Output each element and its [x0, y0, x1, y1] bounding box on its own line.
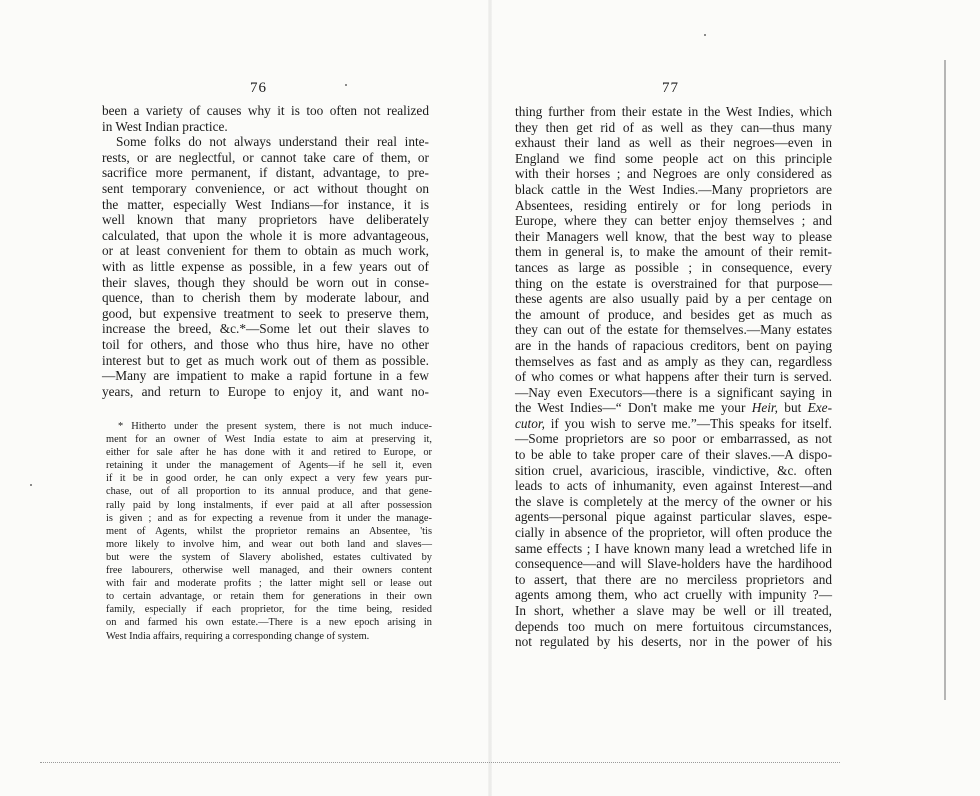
text-line: good, but expensive treatment to seek to preserve them, — [102, 305, 429, 321]
page-number: 76 — [250, 80, 267, 96]
body-text — [102, 103, 429, 399]
text-line: tances as large as possible ; in consequence, every — [515, 259, 832, 275]
text-line: they then get rid of as well as they can—thus many — [515, 119, 832, 135]
text-line: the matter, especially West Indians—for instance, it is — [102, 196, 429, 212]
text-line: of who comes or what happens after their turn is served. — [515, 369, 832, 385]
text-line: with as little expense as possible, in a few years out of — [102, 258, 429, 274]
text-line: sacrifice more permanent, if distant, advantage, to pre- — [102, 165, 429, 181]
text-line: not regulated by his deserts, nor in the power of his — [515, 634, 832, 650]
text-line: to assert, that there are no merciless proprietors and — [515, 571, 832, 587]
footnote-line: more likely to involve him, and wear out both land and slaves— — [106, 538, 432, 550]
text-line: —Nay even Executors—there is a significant saying in — [515, 384, 832, 400]
text-line: —Some proprietors are so poor or embarrassed, as not — [515, 431, 832, 447]
text-line: same effects ; I have known many lead a wretched life in — [515, 540, 832, 556]
footnote-line: if it be in good order, he can only expect a very few years pur- — [106, 473, 432, 485]
text-line: to be able to take proper care of their slaves.—A dispo- — [515, 447, 832, 463]
text-line: themselves as fast and as amply as they can, regardless — [515, 353, 832, 369]
text-line: leads to acts of inhumanity, even against Interest—and — [515, 478, 832, 494]
text-line: quence, than to cherish them by moderate labour, and — [102, 290, 429, 306]
text-line — [515, 416, 832, 432]
text-line: them in general is, to make the amount of their remit- — [515, 244, 832, 260]
footnote-line: rally paid by long instalments, if ever paid at all after possession — [106, 499, 432, 511]
text-line: Europe, where they can better enjoy themselves ; and — [515, 213, 832, 229]
text-line: depends too much on mere fortuitous circumstances, — [515, 618, 832, 634]
text-line: thing on the estate is overstrained for that purpose— — [515, 275, 832, 291]
text-line: well known that many proprietors have deliberately — [102, 212, 429, 228]
text-line: sent temporary convenience, or act without thought on — [102, 180, 429, 196]
footnote — [106, 420, 432, 643]
text-line: consequence—and will Slave-holders have the hardihood — [515, 556, 832, 572]
text-line: their Managers well know, that the best way to please — [515, 228, 832, 244]
text-line: agents among them, who act cruelly with impunity ?— — [515, 587, 832, 603]
text-line: thing further from their estate in the West Indies, which — [515, 104, 832, 119]
footnote-line: ment of Agents, whilst the proprietor remains an Absentee, 'tis — [106, 525, 432, 537]
text-line: are in the hands of rapacious creditors, bent on paying — [515, 337, 832, 353]
text-line: black cattle in the West Indies.—Many proprietors are — [515, 181, 832, 197]
text-line: agents—personal pique against particular slaves, espe- — [515, 509, 832, 525]
footnote-line: free labourers, otherwise well managed, and their owners content — [106, 565, 432, 577]
text-line: Some folks do not always understand their real inte- — [116, 134, 429, 150]
text-line: sition cruel, avaricious, irascible, vindictive, &c. often — [515, 462, 832, 478]
text-line: they can out of the estate for themselves.—Many estates — [515, 322, 832, 338]
text-line: been a variety of causes why it is too often not realized — [102, 103, 429, 118]
footnote-line: West India affairs, requiring a corresponding change of system. — [106, 630, 370, 642]
text-line: the slave is completely at the mercy of the owner or his — [515, 493, 832, 509]
text-line: their slaves, though they should be worn out in conse- — [102, 274, 429, 290]
footnote-line: retaining it under the management of Agents—if he sell it, even — [106, 460, 432, 472]
text-line: years, and return to Europe to enjoy it, and want no- — [102, 383, 429, 399]
text-line: these agents are also usually paid by a per centage on — [515, 291, 832, 307]
text-line — [515, 400, 832, 416]
text-fragment: but — [777, 400, 808, 416]
text-line: the amount of produce, and besides get as much as — [515, 306, 832, 322]
text-line: in West Indian practice. — [102, 118, 228, 134]
footnote-line: on and farmed his own estate.—There is a new epoch arising in — [106, 617, 432, 629]
text-fragment-italic: cutor, — [515, 415, 545, 431]
footnote-line: is given ; and as for expecting a revenue from it under the manage- — [106, 512, 432, 524]
page-number: 77 — [662, 80, 679, 96]
footnote-line: chase, out of all proportion to its annual produce, and that gene- — [106, 486, 432, 498]
footnote-line: ment for an owner of West India estate to aim at preserving it, — [106, 434, 432, 446]
footnote-line: but were the system of Slavery abolished, estates cultivated by — [106, 551, 432, 563]
text-line: exhaust their land as well as their negroes—even in — [515, 135, 832, 151]
text-line: toil for others, and those who thus hire, have no other — [102, 336, 429, 352]
text-line: increase the breed, &c.*—Some let out their slaves to — [102, 321, 429, 337]
footnote-line: with fair and moderate profits ; the latter might sell or lease out — [106, 578, 432, 590]
text-line: calculated, that upon the whole it is more advantageous, — [102, 227, 429, 243]
text-fragment-italic: Heir, — [751, 400, 778, 416]
text-fragment-italic: Exe- — [807, 400, 832, 416]
text-line: rests, or are neglectful, or cannot take care of them, or — [102, 149, 429, 165]
text-line: with their horses ; and Negroes are only considered as — [515, 166, 832, 182]
text-line: In short, whether a slave may be well or ill treated, — [515, 603, 832, 618]
text-fragment: if you wish to serve me.”—This speaks for itself. — [544, 415, 832, 431]
text-line: cially in absence of the proprietor, will often produce the — [515, 525, 832, 541]
text-line: Absentees, residing entirely or for long periods in — [515, 197, 832, 213]
body-text — [515, 104, 832, 650]
text-fragment: the West Indies—“ Don't make me your — [515, 400, 752, 416]
footnote-line: either for sale after he has done with it and retired to Europe, or — [106, 447, 432, 459]
footnote-line: * Hitherto under the present system, there is not much induce- — [118, 421, 432, 432]
right-page — [490, 0, 980, 796]
footnote-line: to certain advantage, or retain them for generations in their own — [106, 591, 432, 603]
text-line: —Many are impatient to make a rapid fortune in a few — [102, 368, 429, 384]
text-line: or at least convenient for them to obtain as much work, — [102, 243, 429, 259]
text-line: interest but to get as much work out of them as possible. — [102, 352, 429, 368]
footnote-line: family, especially if each proprietor, for the time being, resided — [106, 604, 432, 616]
text-line: England we find some people act on this principle — [515, 150, 832, 166]
